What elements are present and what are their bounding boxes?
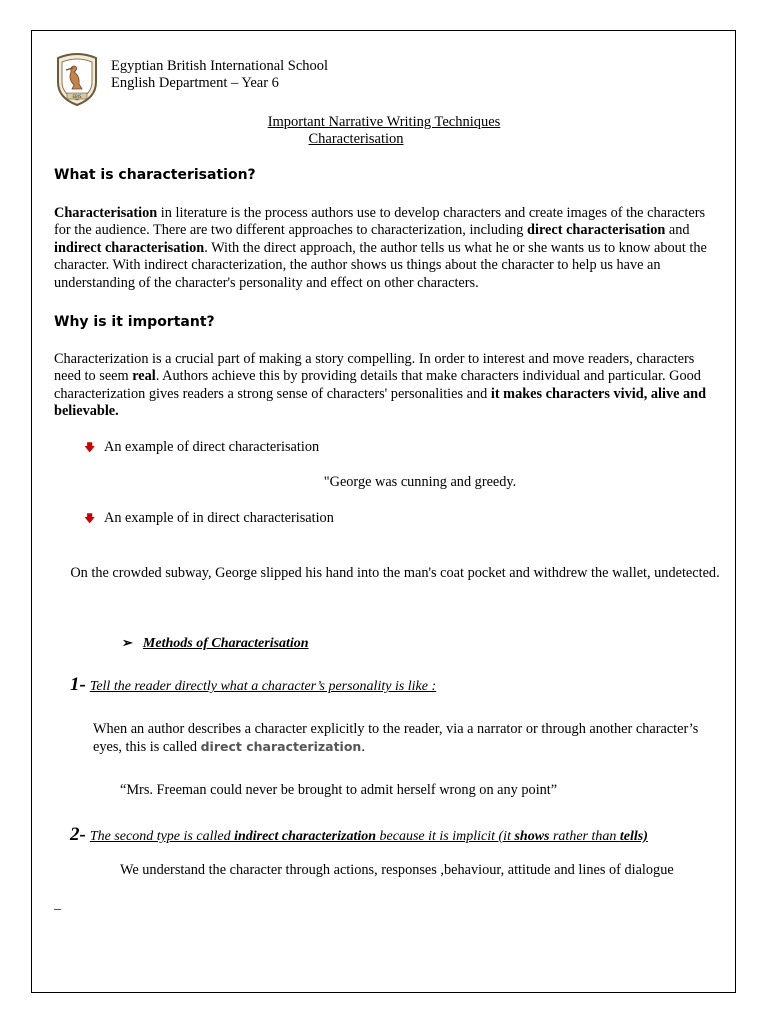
page-subtitle: Characterisation (308, 131, 404, 147)
school-name: Egyptian British International School (111, 58, 329, 74)
arrow-right-icon: ➢ (122, 635, 133, 650)
page-title: Important Narrative Writing Techniques (267, 114, 501, 130)
list-item-indirect-example: 🡇 An example of in direct characterisation (84, 510, 334, 529)
method-1-title: 1- Tell the reader directly what a character’s personality is like : (70, 674, 437, 695)
footer-mark: _ (54, 897, 61, 912)
bullet-arrow-icon: 🡇 (84, 442, 96, 454)
heading-why-important: Why is it important? (54, 314, 215, 330)
bullet-arrow-icon: 🡇 (84, 513, 96, 525)
svg-text:EBIS: EBIS (72, 94, 82, 99)
school-crest-logo (54, 52, 100, 106)
paragraph-importance: Characterization is a crucial part of making a story compelling. In order to interest and move readers, characters need to seem real. Authors achieve this by providing details that make characters individual and particular. Good characterization gives readers a strong sense of characters' personalities and it makes characters vivid, alive and believable. (54, 351, 707, 420)
method-1-text: When an author describes a character explicitly to the reader, via a narrator or through another character’s eyes, this is called direct characterization. (93, 721, 699, 756)
paragraph-definition: Characterisation in literature is the process authors use to develop characters and create images of the characters for the audience. There are two different approaches to characterization, including direct characterisation and indirect characterisation. With the direct approach, the author tells us what he or she wants us to know about the character. With indirect characterization, the author shows us things about the character to help us have an understanding of the character's personality and effect on other characters. (54, 205, 707, 291)
methods-heading: ➢ Methods of Characterisation (122, 635, 309, 651)
school-header (111, 58, 328, 92)
list-item-direct-example: 🡇 An example of direct characterisation (84, 439, 319, 458)
indirect-example-text: On the crowded subway, George slipped his hand into the man's coat pocket and withdrew the wallet, undetected. (70, 565, 720, 581)
heading-what-is: What is characterisation? (54, 167, 256, 183)
department-line: English Department – Year 6 (111, 75, 279, 91)
method-2-text: We understand the character through actions, responses ,behaviour, attitude and lines of dialogue (120, 862, 674, 878)
direct-example-quote: "George was cunning and greedy. (323, 474, 517, 490)
method-1-quote: “Mrs. Freeman could never be brought to admit herself wrong on any point” (120, 782, 558, 798)
method-2-title: 2- The second type is called indirect characterization because it is implicit (it shows rather than tells) (70, 824, 648, 845)
